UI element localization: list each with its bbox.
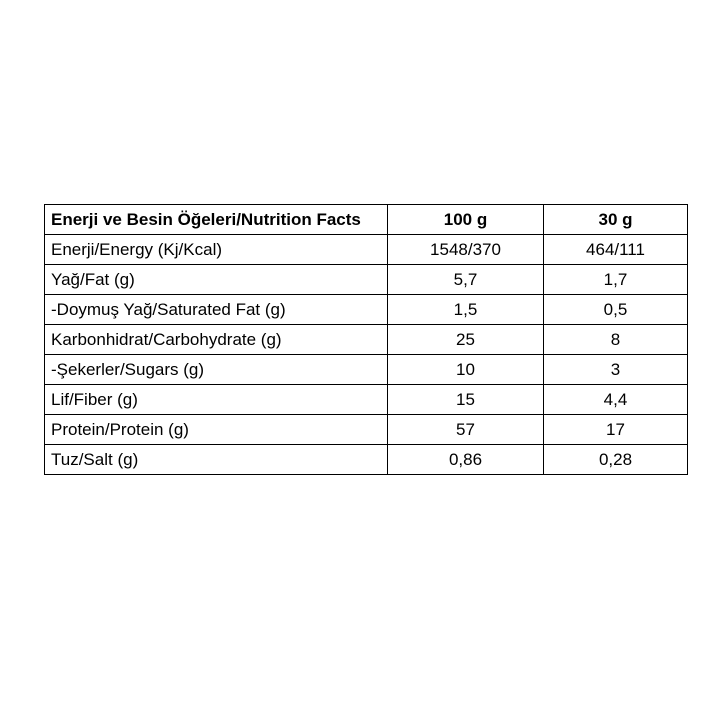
- table-header-row: [45, 205, 688, 235]
- value-per-30g: 3: [544, 355, 688, 385]
- value-per-100g: 15: [388, 385, 544, 415]
- table-row: [45, 325, 688, 355]
- value-per-100g: 57: [388, 415, 544, 445]
- nutrient-name: -Doymuş Yağ/Saturated Fat (g): [45, 295, 388, 325]
- value-per-30g: 4,4: [544, 385, 688, 415]
- header-nutrient: Enerji ve Besin Öğeleri/Nutrition Facts: [45, 205, 388, 235]
- table-row: [45, 265, 688, 295]
- value-per-100g: 0,86: [388, 445, 544, 475]
- nutrient-name: Enerji/Energy (Kj/Kcal): [45, 235, 388, 265]
- value-per-30g: 464/111: [544, 235, 688, 265]
- nutrition-facts-table: [44, 204, 688, 475]
- header-per-30g: 30 g: [544, 205, 688, 235]
- value-per-30g: 0,5: [544, 295, 688, 325]
- value-per-30g: 1,7: [544, 265, 688, 295]
- nutrient-name: Tuz/Salt (g): [45, 445, 388, 475]
- header-per-100g: 100 g: [388, 205, 544, 235]
- value-per-30g: 8: [544, 325, 688, 355]
- value-per-100g: 10: [388, 355, 544, 385]
- nutrient-name: Karbonhidrat/Carbohydrate (g): [45, 325, 388, 355]
- table-row: [45, 235, 688, 265]
- table-row: [45, 295, 688, 325]
- nutrient-name: Yağ/Fat (g): [45, 265, 388, 295]
- value-per-100g: 5,7: [388, 265, 544, 295]
- table-row: [45, 445, 688, 475]
- table-row: [45, 385, 688, 415]
- nutrient-name: Protein/Protein (g): [45, 415, 388, 445]
- value-per-100g: 25: [388, 325, 544, 355]
- table-row: [45, 415, 688, 445]
- nutrient-name: -Şekerler/Sugars (g): [45, 355, 388, 385]
- nutrient-name: Lif/Fiber (g): [45, 385, 388, 415]
- value-per-30g: 17: [544, 415, 688, 445]
- value-per-100g: 1,5: [388, 295, 544, 325]
- value-per-100g: 1548/370: [388, 235, 544, 265]
- table-row: [45, 355, 688, 385]
- value-per-30g: 0,28: [544, 445, 688, 475]
